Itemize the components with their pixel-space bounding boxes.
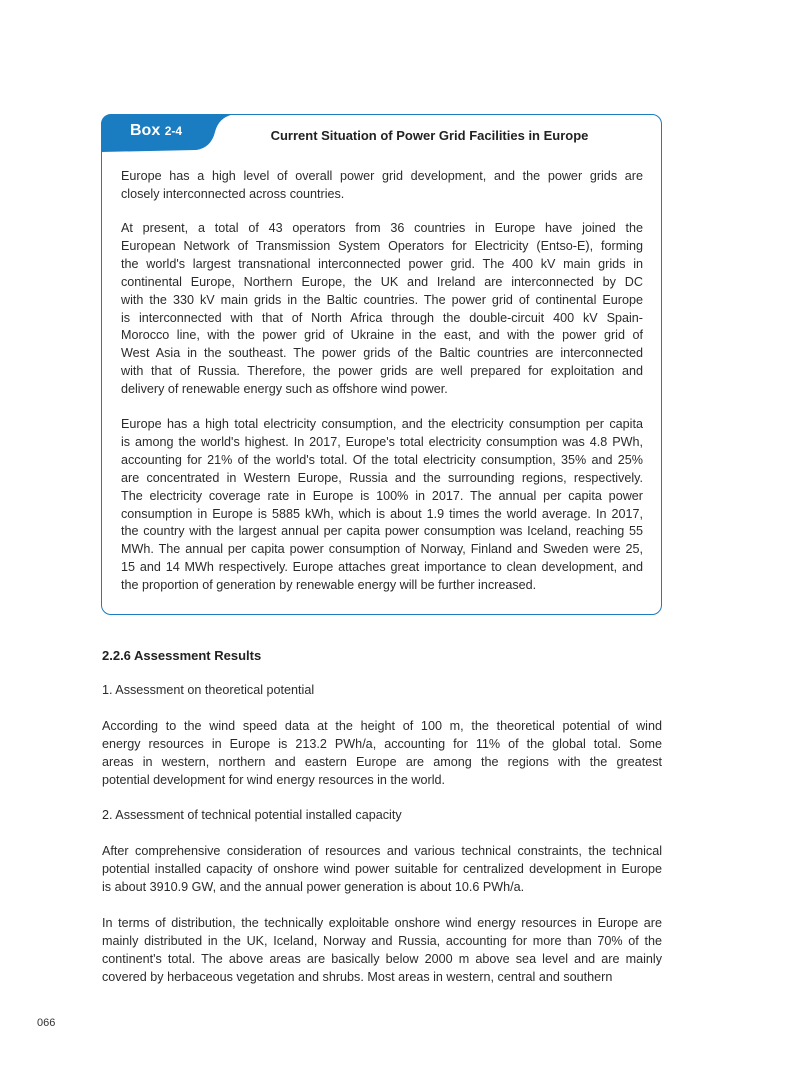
subheading-theoretical: 1. Assessment on theoretical potential <box>102 683 315 697</box>
text-line: the proportion of generation by renewable energy will be further increased. <box>121 578 537 593</box>
paragraph-technical <box>102 843 662 897</box>
text-line: According to the wind speed data at the height of 100 m, the theoretical potential of wind <box>102 719 662 733</box>
text-line: mainly distributed in the UK, Iceland, Norway and Russia, accounting for more than 70% of the <box>102 933 662 948</box>
box-paragraph-1 <box>121 168 643 204</box>
text-line: consumption in Europe is 5885 kWh, which is about 1.9 times the world average. In 2017, <box>121 506 643 521</box>
text-line: accounting for 21% of the world's total. Of the total electricity consumption, 35% and 25% <box>121 452 643 467</box>
text-line: After comprehensive consideration of resources and various technical constraints, the technical <box>102 844 662 858</box>
box-tab <box>101 114 236 154</box>
page-number: 066 <box>37 1017 56 1029</box>
box-paragraph-3 <box>121 416 643 595</box>
box-title: Current Situation of Power Grid Facilities in Europe <box>270 128 589 143</box>
text-line: energy resources in Europe is 213.2 PWh/a, accounting for 11% of the global total. Some <box>102 736 662 751</box>
text-line: the world's largest transnational interconnected power grid. The 400 kV main grids in <box>121 256 643 271</box>
text-line: is about 3910.9 GW, and the annual power generation is about 10.6 PWh/a. <box>102 879 525 894</box>
text-line: closely interconnected across countries. <box>121 186 345 201</box>
text-line: are concentrated in Western Europe, Russia and the surrounding regions, respectively. <box>121 470 643 485</box>
section-heading: 2.2.6 Assessment Results <box>102 648 262 663</box>
text-line: Europe has a high level of overall power grid development, and the power grids are <box>121 169 643 183</box>
text-line: Morocco line, with the power grid of Ukraine in the east, and with the power grid of <box>121 328 643 343</box>
text-line: is among the world's highest. In 2017, Europe's total electricity consumption was 4.8 PWh, <box>121 434 643 449</box>
text-line: with the 330 kV main grids in the Baltic countries. The power grid of continental Europe <box>121 292 643 307</box>
text-line: continent's total. The above areas are basically below 2000 m above sea level and are mainly <box>102 951 662 966</box>
text-line: delivery of renewable energy such as offshore wind power. <box>121 382 448 397</box>
text-line: MWh. The annual per capita power consumption of Norway, Finland and Sweden were 25, <box>121 542 643 557</box>
text-line: The electricity coverage rate in Europe is 100% in 2017. The annual per capita power <box>121 488 643 503</box>
text-line: potential development for wind energy resources in the world. <box>102 772 446 787</box>
text-line: areas in western, northern and eastern Europe are among the regions with the greatest <box>102 754 662 769</box>
text-line: At present, a total of 43 operators from 36 countries in Europe have joined the <box>121 221 643 235</box>
paragraph-distribution <box>102 915 662 987</box>
text-line: with that of Russia. Therefore, the power grids are well prepared for exploitation and <box>121 364 643 379</box>
box-label: Box 2-4 <box>130 122 183 139</box>
text-line: 15 and 14 MWh respectively. Europe attaches great importance to clean development, and <box>121 560 643 575</box>
text-line: Europe has a high total electricity consumption, and the electricity consumption per capita <box>121 417 643 431</box>
text-line: West Asia in the southeast. The power grids of the Baltic countries are interconnected <box>121 346 643 361</box>
text-line: is interconnected with that of North Africa through the double-circuit 400 kV Spain- <box>121 310 643 325</box>
paragraph-theoretical <box>102 718 662 790</box>
box-paragraph-2 <box>121 220 643 399</box>
text-line: the country with the largest annual per capita power consumption was Iceland, reaching 55 <box>121 524 643 539</box>
text-line: potential installed capacity of onshore wind power suitable for centralized development in Europe <box>102 861 662 876</box>
text-line: In terms of distribution, the technically exploitable onshore wind energy resources in Europe are <box>102 916 662 930</box>
text-line: continental Europe, Northern Europe, the UK and Ireland are interconnected by DC <box>121 274 643 289</box>
subheading-technical: 2. Assessment of technical potential installed capacity <box>102 808 402 822</box>
text-line: covered by herbaceous vegetation and shrubs. Most areas in western, central and southern <box>102 969 613 984</box>
text-line: European Network of Transmission System Operators for Electricity (Entso-E), forming <box>121 238 643 253</box>
